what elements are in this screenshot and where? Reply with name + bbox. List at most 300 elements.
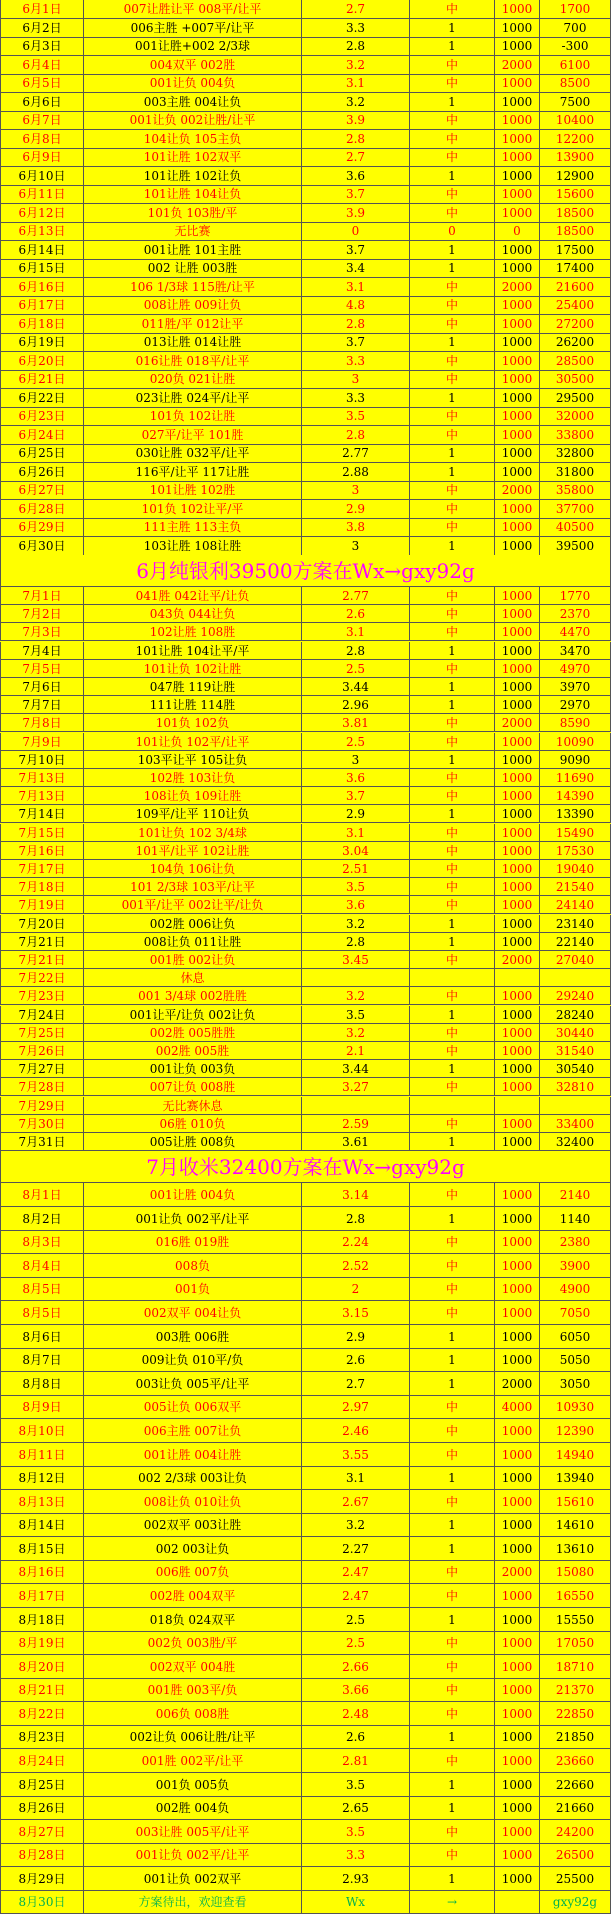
odds-cell: 2.5 bbox=[302, 733, 410, 751]
table-row bbox=[0, 1207, 611, 1231]
balance-cell: 31800 bbox=[540, 463, 611, 482]
table-row bbox=[0, 537, 611, 556]
odds-cell: 3.4 bbox=[302, 259, 410, 278]
odds-cell: 3.2 bbox=[302, 915, 410, 933]
table-row bbox=[0, 259, 611, 278]
stake-cell: 1000 bbox=[495, 787, 540, 805]
balance-cell: 30440 bbox=[540, 1024, 611, 1042]
table-row bbox=[0, 1796, 611, 1820]
result-cell: 1 bbox=[410, 1006, 495, 1024]
picks-cell: 008负 bbox=[84, 1254, 302, 1278]
balance-cell: 10090 bbox=[540, 733, 611, 751]
picks-cell: 101让胜 102让负 bbox=[84, 167, 302, 186]
table-row bbox=[0, 751, 611, 769]
date-cell: 6月20日 bbox=[0, 352, 84, 371]
table-row bbox=[0, 842, 611, 860]
result-cell: 1 bbox=[410, 167, 495, 186]
balance-cell: 22850 bbox=[540, 1702, 611, 1726]
balance-cell: 2140 bbox=[540, 1183, 611, 1207]
date-cell: 8月19日 bbox=[0, 1631, 84, 1655]
stake-cell: 1000 bbox=[495, 1773, 540, 1797]
table-row bbox=[0, 56, 611, 75]
picks-cell: 009让负 010平/负 bbox=[84, 1348, 302, 1372]
picks-cell: 101平/让平 102让胜 bbox=[84, 842, 302, 860]
balance-cell: 15600 bbox=[540, 185, 611, 204]
result-cell: 中 bbox=[410, 56, 495, 75]
result-cell: 中 bbox=[410, 951, 495, 969]
odds-cell: 2.9 bbox=[302, 1325, 410, 1349]
date-cell: 8月29日 bbox=[0, 1867, 84, 1891]
result-cell: 1 bbox=[410, 915, 495, 933]
picks-cell: 101让胜 104让平/平 bbox=[84, 642, 302, 660]
odds-cell: 2.7 bbox=[302, 1372, 410, 1396]
picks-cell: 001让平/让负 002让负 bbox=[84, 1006, 302, 1024]
stake-cell bbox=[495, 969, 540, 987]
date-cell: 8月17日 bbox=[0, 1584, 84, 1608]
balance-cell: 4970 bbox=[540, 660, 611, 678]
balance-cell: 8500 bbox=[540, 74, 611, 93]
table-row bbox=[0, 1183, 611, 1207]
odds-cell: 2 bbox=[302, 1277, 410, 1301]
result-cell: 中 bbox=[410, 769, 495, 787]
picks-cell: 001让负 004负 bbox=[84, 74, 302, 93]
balance-cell: 15490 bbox=[540, 824, 611, 842]
table-row bbox=[0, 74, 611, 93]
odds-cell: 3.44 bbox=[302, 1060, 410, 1078]
stake-cell: 1000 bbox=[495, 987, 540, 1005]
table-row bbox=[0, 444, 611, 463]
odds-cell: 2.46 bbox=[302, 1419, 410, 1443]
table-row bbox=[0, 389, 611, 408]
date-cell: 6月2日 bbox=[0, 19, 84, 38]
odds-cell: 3.1 bbox=[302, 1466, 410, 1490]
date-cell: 6月28日 bbox=[0, 500, 84, 519]
stake-cell: 2000 bbox=[495, 1372, 540, 1396]
odds-cell: 3 bbox=[302, 751, 410, 769]
date-cell: 8月9日 bbox=[0, 1395, 84, 1419]
stake-cell: 2000 bbox=[495, 481, 540, 500]
result-cell: 中 bbox=[410, 296, 495, 315]
odds-cell: 3.6 bbox=[302, 896, 410, 914]
odds-cell: 3.9 bbox=[302, 111, 410, 130]
table-row bbox=[0, 37, 611, 56]
odds-cell: 3.8 bbox=[302, 518, 410, 537]
result-cell: 中 bbox=[410, 1230, 495, 1254]
picks-cell: 002 让胜 003胜 bbox=[84, 259, 302, 278]
balance-cell: 26200 bbox=[540, 333, 611, 352]
stake-cell: 1000 bbox=[495, 167, 540, 186]
picks-cell: 003胜 006胜 bbox=[84, 1325, 302, 1349]
picks-cell: 101让胜 104让负 bbox=[84, 185, 302, 204]
table-row bbox=[0, 1277, 611, 1301]
date-cell: 6月25日 bbox=[0, 444, 84, 463]
picks-cell: 109平/让平 110让负 bbox=[84, 805, 302, 823]
table-row bbox=[0, 1419, 611, 1443]
table-row bbox=[0, 111, 611, 130]
result-cell: 1 bbox=[410, 1725, 495, 1749]
picks-cell: 006胜 007负 bbox=[84, 1560, 302, 1584]
stake-cell: 1000 bbox=[495, 1115, 540, 1133]
result-cell: 中 bbox=[410, 1584, 495, 1608]
stake-cell: 1000 bbox=[495, 1419, 540, 1443]
result-cell: 1 bbox=[410, 1348, 495, 1372]
date-cell: 8月16日 bbox=[0, 1560, 84, 1584]
odds-cell: 2.77 bbox=[302, 444, 410, 463]
stake-cell: 1000 bbox=[495, 1183, 540, 1207]
table-row bbox=[0, 463, 611, 482]
balance-cell: 39500 bbox=[540, 537, 611, 556]
date-cell: 7月14日 bbox=[0, 805, 84, 823]
stake-cell: 2000 bbox=[495, 714, 540, 732]
table-row bbox=[0, 185, 611, 204]
result-cell: 中 bbox=[410, 1277, 495, 1301]
result-cell: 中 bbox=[410, 1655, 495, 1679]
date-cell: 6月7日 bbox=[0, 111, 84, 130]
odds-cell: 2.47 bbox=[302, 1560, 410, 1584]
date-cell: 6月5日 bbox=[0, 74, 84, 93]
stake-cell: 1000 bbox=[495, 1655, 540, 1679]
odds-cell: 3.9 bbox=[302, 204, 410, 223]
balance-cell: 3470 bbox=[540, 642, 611, 660]
table-row bbox=[0, 1042, 611, 1060]
date-cell: 6月9日 bbox=[0, 148, 84, 167]
stake-cell: 1000 bbox=[495, 1006, 540, 1024]
balance-cell: 14610 bbox=[540, 1513, 611, 1537]
balance-cell: 18500 bbox=[540, 222, 611, 241]
result-cell: 中 bbox=[410, 1183, 495, 1207]
table-row bbox=[0, 1466, 611, 1490]
result-cell: 1 bbox=[410, 389, 495, 408]
odds-cell: 3.45 bbox=[302, 951, 410, 969]
balance-cell: 4470 bbox=[540, 623, 611, 641]
table-row bbox=[0, 204, 611, 223]
picks-cell: 106 1/3球 115胜/让平 bbox=[84, 278, 302, 297]
stake-cell: 1000 bbox=[495, 352, 540, 371]
table-row bbox=[0, 951, 611, 969]
stake-cell: 1000 bbox=[495, 333, 540, 352]
balance-cell: 5050 bbox=[540, 1348, 611, 1372]
table-row bbox=[0, 769, 611, 787]
date-cell: 7月25日 bbox=[0, 1024, 84, 1042]
picks-cell: 002双平 004胜 bbox=[84, 1655, 302, 1679]
stake-cell: 1000 bbox=[495, 1513, 540, 1537]
date-cell: 8月18日 bbox=[0, 1608, 84, 1632]
picks-cell: 001负 bbox=[84, 1277, 302, 1301]
balance-cell: 13610 bbox=[540, 1537, 611, 1561]
date-cell: 8月8日 bbox=[0, 1372, 84, 1396]
table-row bbox=[0, 1608, 611, 1632]
stake-cell: 1000 bbox=[495, 696, 540, 714]
result-cell: 中 bbox=[410, 787, 495, 805]
stake-cell bbox=[495, 1097, 540, 1115]
picks-cell: 002胜 004负 bbox=[84, 1796, 302, 1820]
result-cell: 中 bbox=[410, 185, 495, 204]
balance-cell: 13900 bbox=[540, 148, 611, 167]
result-cell: 中 bbox=[410, 315, 495, 334]
table-row bbox=[0, 1631, 611, 1655]
table-row bbox=[0, 481, 611, 500]
date-cell: 7月29日 bbox=[0, 1097, 84, 1115]
table-row bbox=[0, 824, 611, 842]
balance-cell: 1770 bbox=[540, 587, 611, 605]
odds-cell: 3.7 bbox=[302, 333, 410, 352]
picks-cell: 002胜 005胜 bbox=[84, 1042, 302, 1060]
table-row bbox=[0, 370, 611, 389]
date-cell: 8月25日 bbox=[0, 1773, 84, 1797]
picks-cell: 001让负 002让胜/让平 bbox=[84, 111, 302, 130]
result-cell: 中 bbox=[410, 278, 495, 297]
picks-cell: 005让负 006双平 bbox=[84, 1395, 302, 1419]
balance-cell: 17530 bbox=[540, 842, 611, 860]
date-cell: 7月1日 bbox=[0, 587, 84, 605]
table-row bbox=[0, 915, 611, 933]
picks-cell: 102让胜 108胜 bbox=[84, 623, 302, 641]
date-cell: 7月3日 bbox=[0, 623, 84, 641]
odds-cell: 2.52 bbox=[302, 1254, 410, 1278]
odds-cell bbox=[302, 1097, 410, 1115]
stake-cell: 1000 bbox=[495, 1490, 540, 1514]
odds-cell: 3.5 bbox=[302, 407, 410, 426]
result-cell bbox=[410, 1097, 495, 1115]
table-row bbox=[0, 1115, 611, 1133]
table-row bbox=[0, 1678, 611, 1702]
balance-cell: 1140 bbox=[540, 1207, 611, 1231]
balance-cell: 32400 bbox=[540, 1133, 611, 1151]
picks-cell: 008让负 010让负 bbox=[84, 1490, 302, 1514]
balance-cell: 25400 bbox=[540, 296, 611, 315]
result-cell: 中 bbox=[410, 987, 495, 1005]
picks-cell: 002胜 005胜胜 bbox=[84, 1024, 302, 1042]
date-cell: 6月30日 bbox=[0, 537, 84, 556]
picks-cell: 方案待出，欢迎查看 bbox=[84, 1890, 302, 1914]
balance-cell: 21600 bbox=[540, 278, 611, 297]
picks-cell: 111让胜 114胜 bbox=[84, 696, 302, 714]
table-row bbox=[0, 696, 611, 714]
picks-cell: 006主胜 +007平/让平 bbox=[84, 19, 302, 38]
balance-cell: 10400 bbox=[540, 111, 611, 130]
odds-cell: 2.93 bbox=[302, 1867, 410, 1891]
picks-cell: 002双平 004让负 bbox=[84, 1301, 302, 1325]
stake-cell: 1000 bbox=[495, 915, 540, 933]
stake-cell: 1000 bbox=[495, 444, 540, 463]
result-cell: 1 bbox=[410, 1608, 495, 1632]
stake-cell: 4000 bbox=[495, 1395, 540, 1419]
result-cell: 中 bbox=[410, 148, 495, 167]
date-cell: 7月23日 bbox=[0, 987, 84, 1005]
stake-cell: 1000 bbox=[495, 1230, 540, 1254]
date-cell: 7月8日 bbox=[0, 714, 84, 732]
balance-cell: 18500 bbox=[540, 204, 611, 223]
balance-cell: 6050 bbox=[540, 1325, 611, 1349]
result-cell: 1 bbox=[410, 642, 495, 660]
date-cell: 6月3日 bbox=[0, 37, 84, 56]
odds-cell: 2.9 bbox=[302, 805, 410, 823]
date-cell: 6月4日 bbox=[0, 56, 84, 75]
odds-cell: 2.9 bbox=[302, 500, 410, 519]
stake-cell: 1000 bbox=[495, 587, 540, 605]
stake-cell: 1000 bbox=[495, 0, 540, 19]
picks-cell: 001负 005负 bbox=[84, 1773, 302, 1797]
date-cell: 6月29日 bbox=[0, 518, 84, 537]
result-cell: 中 bbox=[410, 605, 495, 623]
date-cell: 8月11日 bbox=[0, 1443, 84, 1467]
table-row bbox=[0, 587, 611, 605]
picks-cell: 101让负 102让胜 bbox=[84, 660, 302, 678]
date-cell: 7月9日 bbox=[0, 733, 84, 751]
balance-cell: 15610 bbox=[540, 1490, 611, 1514]
date-cell: 7月2日 bbox=[0, 605, 84, 623]
table-row bbox=[0, 714, 611, 732]
balance-cell: 28500 bbox=[540, 352, 611, 371]
picks-cell: 008让胜 009让负 bbox=[84, 296, 302, 315]
date-cell: 8月6日 bbox=[0, 1325, 84, 1349]
stake-cell: 1000 bbox=[495, 1325, 540, 1349]
odds-cell: 3.04 bbox=[302, 842, 410, 860]
balance-cell: 24200 bbox=[540, 1820, 611, 1844]
result-cell: 中 bbox=[410, 1419, 495, 1443]
table-row bbox=[0, 1254, 611, 1278]
stake-cell: 1000 bbox=[495, 148, 540, 167]
result-cell: 中 bbox=[410, 130, 495, 149]
balance-cell: 14390 bbox=[540, 787, 611, 805]
result-cell: 1 bbox=[410, 1133, 495, 1151]
result-cell: 中 bbox=[410, 111, 495, 130]
stake-cell: 1000 bbox=[495, 933, 540, 951]
balance-cell: 23660 bbox=[540, 1749, 611, 1773]
picks-cell: 004双平 002胜 bbox=[84, 56, 302, 75]
result-cell: 1 bbox=[410, 933, 495, 951]
picks-cell: 101让负 102平/让平 bbox=[84, 733, 302, 751]
odds-cell: 3.2 bbox=[302, 987, 410, 1005]
result-cell: 1 bbox=[410, 1060, 495, 1078]
table-row bbox=[0, 1006, 611, 1024]
stake-cell: 1000 bbox=[495, 1301, 540, 1325]
picks-cell: 020负 021让胜 bbox=[84, 370, 302, 389]
stake-cell: 1000 bbox=[495, 1608, 540, 1632]
stake-cell: 1000 bbox=[495, 74, 540, 93]
date-cell: 6月13日 bbox=[0, 222, 84, 241]
balance-cell: 30540 bbox=[540, 1060, 611, 1078]
date-cell: 7月15日 bbox=[0, 824, 84, 842]
odds-cell: 2.6 bbox=[302, 605, 410, 623]
table-row bbox=[0, 426, 611, 445]
date-cell: 6月19日 bbox=[0, 333, 84, 352]
stake-cell: 1000 bbox=[495, 1820, 540, 1844]
stake-cell: 1000 bbox=[495, 463, 540, 482]
odds-cell: 2.51 bbox=[302, 860, 410, 878]
stake-cell: 1000 bbox=[495, 1631, 540, 1655]
odds-cell: 3.44 bbox=[302, 678, 410, 696]
odds-cell: 3.81 bbox=[302, 714, 410, 732]
balance-cell: 21850 bbox=[540, 1725, 611, 1749]
result-cell: 中 bbox=[410, 623, 495, 641]
odds-cell: 3.3 bbox=[302, 352, 410, 371]
table-row bbox=[0, 896, 611, 914]
result-cell: 中 bbox=[410, 1024, 495, 1042]
result-cell: 1 bbox=[410, 1325, 495, 1349]
odds-cell: 2.8 bbox=[302, 37, 410, 56]
odds-cell: 2.24 bbox=[302, 1230, 410, 1254]
date-cell: 6月8日 bbox=[0, 130, 84, 149]
result-cell: 1 bbox=[410, 19, 495, 38]
picks-cell: 002让负 006让胜/让平 bbox=[84, 1725, 302, 1749]
stake-cell: 1000 bbox=[495, 678, 540, 696]
balance-cell: 22660 bbox=[540, 1773, 611, 1797]
odds-cell: 3.7 bbox=[302, 185, 410, 204]
table-row bbox=[0, 1395, 611, 1419]
table-row bbox=[0, 278, 611, 297]
table-row bbox=[0, 1372, 611, 1396]
balance-cell: 3900 bbox=[540, 1254, 611, 1278]
odds-cell: 2.96 bbox=[302, 696, 410, 714]
stake-cell: 1000 bbox=[495, 824, 540, 842]
picks-cell: 003让胜 005平/让平 bbox=[84, 1820, 302, 1844]
odds-cell: 3 bbox=[302, 481, 410, 500]
odds-cell: 3.27 bbox=[302, 1078, 410, 1096]
stake-cell: 1000 bbox=[495, 1060, 540, 1078]
picks-cell: 027平/让平 101胜 bbox=[84, 426, 302, 445]
result-cell: 中 bbox=[410, 74, 495, 93]
balance-cell: 13940 bbox=[540, 1466, 611, 1490]
table-row bbox=[0, 93, 611, 112]
stake-cell: 1000 bbox=[495, 1702, 540, 1726]
stake-cell: 1000 bbox=[495, 1537, 540, 1561]
picks-cell: 013让胜 014让胜 bbox=[84, 333, 302, 352]
result-cell: 中 bbox=[410, 1678, 495, 1702]
balance-cell: 26500 bbox=[540, 1843, 611, 1867]
picks-cell: 001 3/4球 002胜胜 bbox=[84, 987, 302, 1005]
result-cell: 中 bbox=[410, 500, 495, 519]
date-cell: 8月20日 bbox=[0, 1655, 84, 1679]
odds-cell: 2.8 bbox=[302, 1207, 410, 1231]
stake-cell: 1000 bbox=[495, 1867, 540, 1891]
stake-cell bbox=[495, 1890, 540, 1914]
table-row bbox=[0, 1060, 611, 1078]
result-cell: 1 bbox=[410, 37, 495, 56]
picks-cell: 001胜 002平/让平 bbox=[84, 1749, 302, 1773]
date-cell: 8月26日 bbox=[0, 1796, 84, 1820]
stake-cell: 1000 bbox=[495, 1466, 540, 1490]
odds-cell: 2.67 bbox=[302, 1490, 410, 1514]
stake-cell: 1000 bbox=[495, 259, 540, 278]
odds-cell: 3.5 bbox=[302, 1820, 410, 1844]
table-row bbox=[0, 222, 611, 241]
result-cell: 1 bbox=[410, 1466, 495, 1490]
odds-cell: 3.2 bbox=[302, 56, 410, 75]
odds-cell: 3.55 bbox=[302, 1443, 410, 1467]
odds-cell: 3 bbox=[302, 537, 410, 556]
balance-cell: 29500 bbox=[540, 389, 611, 408]
result-cell: 中 bbox=[410, 1254, 495, 1278]
result-cell: 中 bbox=[410, 481, 495, 500]
table-row bbox=[0, 605, 611, 623]
date-cell: 6月17日 bbox=[0, 296, 84, 315]
balance-cell: 15080 bbox=[540, 1560, 611, 1584]
table-row bbox=[0, 1584, 611, 1608]
table-row bbox=[0, 352, 611, 371]
table-row bbox=[0, 0, 611, 19]
picks-cell: 016胜 019胜 bbox=[84, 1230, 302, 1254]
date-cell: 7月10日 bbox=[0, 751, 84, 769]
odds-cell: 3.15 bbox=[302, 1301, 410, 1325]
stake-cell: 1000 bbox=[495, 642, 540, 660]
stake-cell: 1000 bbox=[495, 1277, 540, 1301]
table-row bbox=[0, 878, 611, 896]
balance-cell: 23140 bbox=[540, 915, 611, 933]
picks-cell: 041胜 042让平/让负 bbox=[84, 587, 302, 605]
odds-cell bbox=[302, 969, 410, 987]
odds-cell: 2.48 bbox=[302, 1702, 410, 1726]
